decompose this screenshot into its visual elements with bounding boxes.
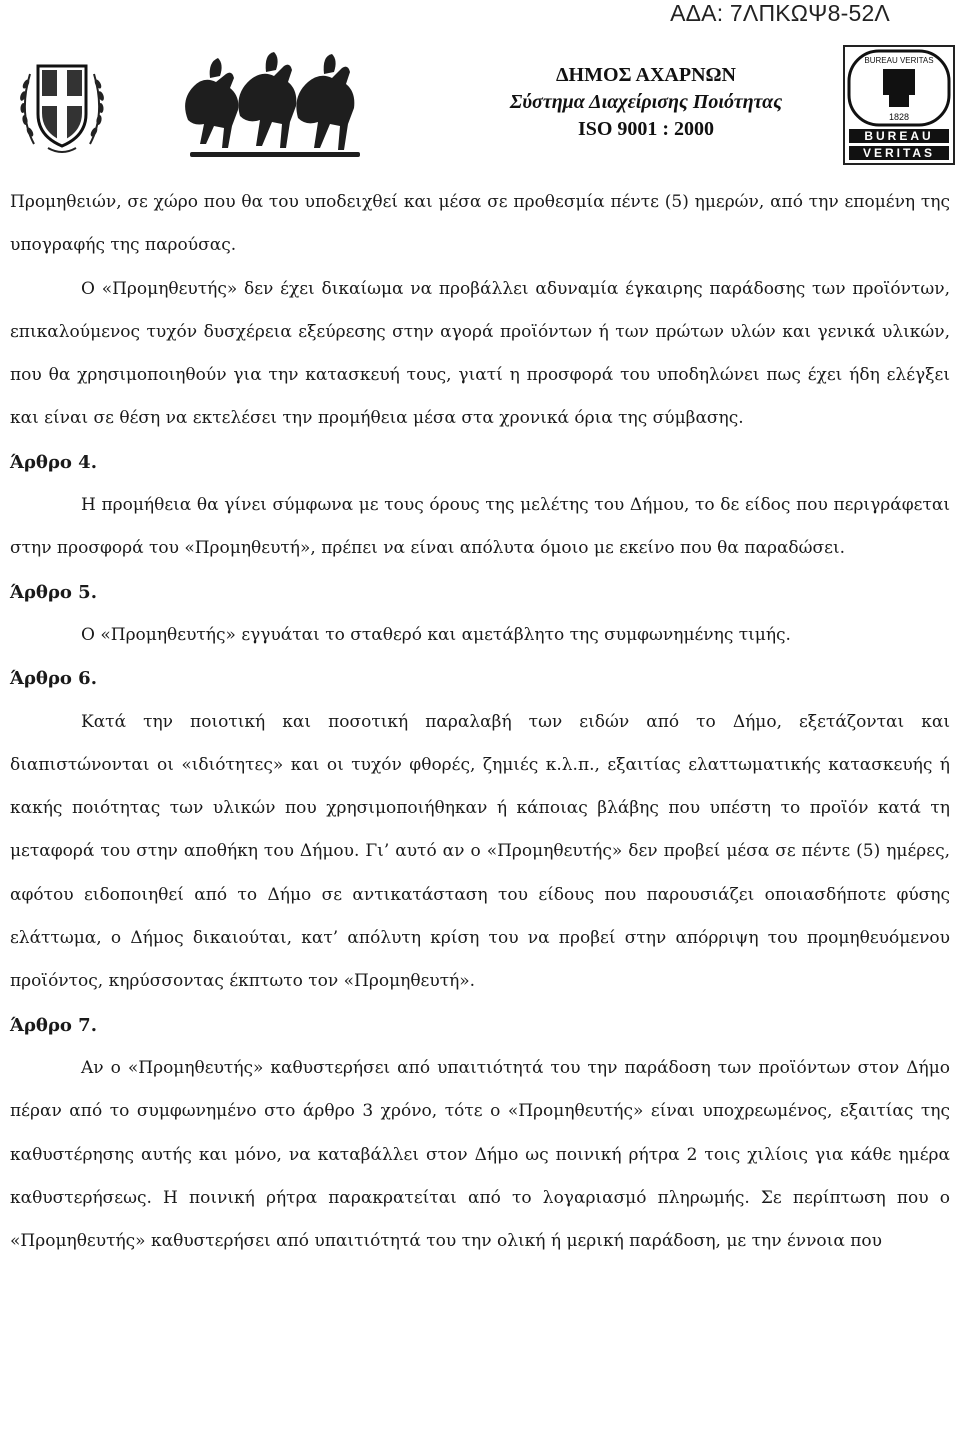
- organization-title: [476, 62, 816, 143]
- article-7-heading: Άρθρο 7.: [10, 1014, 97, 1036]
- paragraph-supplier-obligation: Ο «Προμηθευτής» δεν έχει δικαίωμα να προβάλλει αδυναμία έγκαιρης παράδοσης των προϊόντων, επικαλούμενος τυχόν δυσχέρεια εξεύρεσης στην αγορά προϊόντων ή των πρώτων υλών και γενικά υλικών, που θα χρησιμοποιηθούν για την κατασκευή τους, γιατί η προσφορά του υποδηλώνει πως έχει ήδη ελέγξει και είναι σε θέση να εκτελέσει την προμήθεια μέσα στα χρονικά όρια της σύμβασης.: [10, 278, 950, 429]
- svg-text:BUREAU VERITAS: BUREAU VERITAS: [864, 56, 934, 65]
- article-5-heading: Άρθρο 5.: [10, 581, 97, 603]
- bureau-veritas-logo-icon: [843, 45, 955, 165]
- article-4-text: Η προμήθεια θα γίνει σύμφωνα με τους όρους της μελέτης του Δήμου, το δε είδος που περιγράφεται στην προσφορά του «Προμηθευτή», πρέπει να είναι απόλυτα όμοιο με εκείνο που θα παραδώσει.: [10, 495, 950, 559]
- svg-text:BUREAU: BUREAU: [864, 129, 934, 143]
- svg-text:1828: 1828: [888, 112, 910, 122]
- ada-code: ΑΔΑ: 7ΛΠΚΩΨ8-52Λ: [670, 0, 890, 26]
- org-standard: ISO 9001 : 2000: [577, 118, 715, 140]
- greek-coat-of-arms-icon: [12, 44, 112, 164]
- org-system: Σύστημα Διαχείρισης Ποιότητας: [509, 91, 783, 113]
- paragraph-continuation: Προμηθειών, σε χώρο που θα του υποδειχθεί και μέσα σε προθεσμία πέντε (5) ημερών, από την επομένη της υπογραφής της παρούσας.: [10, 192, 950, 256]
- article-7-text: Αν ο «Προμηθευτής» καθυστερήσει από υπαιτιότητά του την παράδοση των προϊόντων στον Δήμο πέραν από το συμφωνημένο στο άρθρο 3 χρόνο, τότε ο «Προμηθευτής» είναι υποχρεωμένος, εξαιτίας της καθυστέρησης αυτής και μόνο, να καταβάλλει στον Δήμο ως ποινική ρήτρα 2 τοις χιλίοις για κάθε ημέρα καθυστερήσεως. Η ποινική ρήτρα παρακρατείται από το λογαριασμό πληρωμής. Σε περίπτωση που ο «Προμηθευτής» καθυστερήσει από υπαιτιότητά του την ολική ή μερική παράδοση, με την έννοια που: [10, 1057, 950, 1252]
- org-name: ΔΗΜΟΣ ΑΧΑΡΝΩΝ: [556, 64, 736, 86]
- article-6-text: Κατά την ποιοτική και ποσοτική παραλαβή των ειδών από το Δήμο, εξετάζονται και διαπιστώνονται οι «ιδιότητες» και οι τυχόν φθορές, ζημιές κ.λ.π., εξαιτίας ελαττωματικής κατασκευής ή κακής ποιότητας των υλικών που χρησιμοποιήθηκαν ή κάποιας βλάβης που υπέστη το προϊόν κατά τη μεταφορά του στην αποθήκη του Δήμου. Γι’ αυτό αν ο «Προμηθευτής» δεν προβεί μέσα σε πέντε (5) ημέρες, αφότου ειδοποιηθεί από το Δήμο σε αντικατάσταση του είδους που παρουσιάζει οποιασδήποτε φύσης ελάττωμα, ο Δήμος δικαιούται, κατ’ απόλυτη κρίση του να προβεί στην απόρριψη του προμηθευόμενου προϊόντος, κηρύσσοντας έκπτωτο τον «Προμηθευτή».: [10, 711, 950, 992]
- article-5-text: Ο «Προμηθευτής» εγγυάται το σταθερό και αμετάβλητο της συμφωνημένης τιμής.: [81, 624, 791, 645]
- svg-text:VERITAS: VERITAS: [862, 146, 936, 160]
- article-6-heading: Άρθρο 6.: [10, 668, 97, 690]
- document-body: [10, 181, 950, 1263]
- article-4-heading: Άρθρο 4.: [10, 451, 97, 473]
- horse-riders-logo-icon: [170, 48, 380, 163]
- document-header: [0, 40, 960, 190]
